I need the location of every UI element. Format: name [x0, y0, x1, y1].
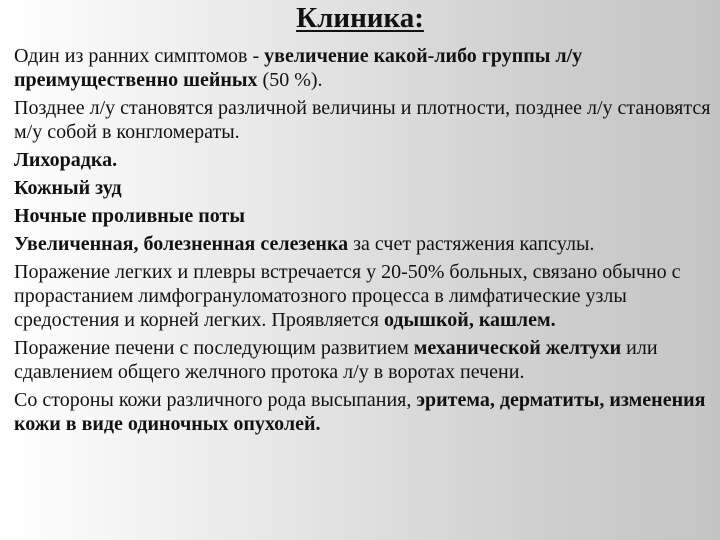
paragraph [14, 204, 718, 228]
slide-body [14, 44, 718, 440]
bold-text-run: увеличение какой-либо группы л/у преимущественно шейных [14, 45, 588, 91]
paragraph [14, 336, 718, 384]
text-run: Позднее л/у становятся различной величины и плотности, позднее л/у становятся м/у собой в конгломераты. [14, 97, 716, 143]
paragraph [14, 44, 718, 92]
bold-text-run: Кожный зуд [14, 177, 122, 199]
bold-text-run: одышкой, кашлем. [384, 309, 556, 331]
bold-text-run: Увеличенная, болезненная селезенка [14, 233, 349, 255]
slide-title [0, 2, 720, 35]
text-run: Поражение печени с последующим развитием [14, 337, 414, 359]
text-run: Со стороны кожи различного рода высыпания, [14, 389, 417, 411]
text-run: или сдавлением общего желчного протока л/у в воротах печени. [14, 337, 663, 383]
bold-text-run: механической желтухи [413, 337, 622, 359]
paragraph [14, 260, 718, 332]
paragraph [14, 96, 718, 144]
text-run: Один из ранних симптомов - [14, 45, 265, 67]
bold-text-run: Ночные проливные поты [14, 205, 245, 227]
paragraph [14, 232, 718, 256]
paragraph [14, 148, 718, 172]
bold-text-run: эритема, дерматиты, изменения кожи в виде одиночных опухолей. [14, 389, 711, 435]
paragraph [14, 388, 718, 436]
text-run: Поражение легких и плевры встречается у 20-50% больных, связано обычно с прорастанием лимфогрануломатозного процесса в лимфатические узлы средостения и корней легких. Проявляется [14, 261, 686, 331]
bold-text-run: Лихорадка. [14, 149, 118, 171]
slide-title-text: Клиника: [296, 2, 424, 34]
text-run: за счет растяжения капсулы. [348, 233, 595, 255]
text-run: (50 %). [257, 69, 323, 91]
paragraph [14, 176, 718, 200]
